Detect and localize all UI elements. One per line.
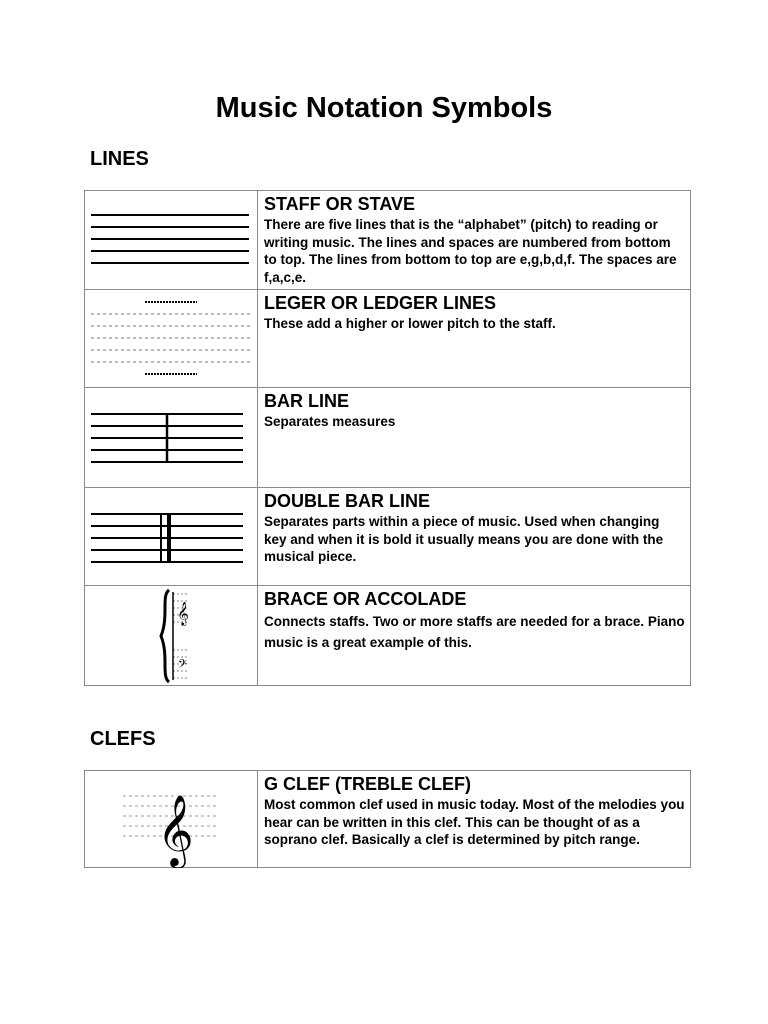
entry-title: DOUBLE BAR LINE — [264, 491, 430, 511]
brace-icon — [85, 586, 257, 686]
table-row — [85, 191, 691, 290]
svg-text:𝄞: 𝄞 — [177, 601, 189, 625]
table-row — [85, 290, 691, 388]
entry-description: Separates parts within a piece of music. Used when changing key and when it is bold it usually means you are done with the musical piece. — [264, 514, 664, 564]
ledger-lines-icon — [85, 290, 257, 388]
table-row — [85, 586, 691, 686]
text-cell — [258, 488, 691, 586]
entry-description: There are five lines that is the “alphabet” (pitch) to reading or writing music. The lines and spaces are numbered from bottom to top. The lines from bottom to top are e,g,b,d,f. The spaces are f,a,c,e. — [264, 217, 677, 285]
icon-cell — [85, 290, 258, 388]
text-cell — [258, 586, 691, 686]
table-row — [85, 388, 691, 488]
entry-title: STAFF OR STAVE — [264, 194, 415, 214]
page-title: Music Notation Symbols — [215, 92, 553, 124]
entry-description: Connects staffs. Two or more staffs are needed for a brace. Piano music is a great example of this. — [264, 614, 685, 650]
entry-title: LEGER OR LEDGER LINES — [264, 293, 497, 313]
clefs-table — [84, 770, 691, 868]
icon-cell — [85, 586, 258, 686]
table-row — [85, 488, 691, 586]
entry-description: These add a higher or lower pitch to the staff. — [264, 316, 556, 331]
treble-clef-icon — [85, 771, 257, 868]
svg-text:𝄞: 𝄞 — [157, 793, 194, 866]
icon-cell — [85, 771, 258, 868]
table-row — [85, 771, 691, 868]
entry-description: Separates measures — [264, 414, 396, 429]
entry-description: Most common clef used in music today. Most of the melodies you hear can be written in this clef. This can be thought of as a soprano clef. Basically a clef is determined by pitch range. — [264, 797, 685, 847]
lines-table — [84, 190, 691, 686]
svg-text:𝄢: 𝄢 — [178, 658, 188, 674]
icon-cell — [85, 191, 258, 290]
bar-line-icon — [85, 388, 257, 488]
text-cell — [258, 191, 691, 290]
icon-cell — [85, 488, 258, 586]
text-cell — [258, 388, 691, 488]
text-cell — [258, 290, 691, 388]
section-heading-clefs: CLEFS — [90, 728, 156, 750]
text-cell — [258, 771, 691, 868]
entry-title: BAR LINE — [264, 391, 349, 411]
staff-lines-icon — [85, 191, 257, 290]
section-heading-lines: LINES — [90, 148, 149, 170]
entry-title: G CLEF (TREBLE CLEF) — [264, 774, 471, 794]
icon-cell — [85, 388, 258, 488]
entry-title: BRACE OR ACCOLADE — [264, 589, 467, 609]
double-bar-line-icon — [85, 488, 257, 586]
